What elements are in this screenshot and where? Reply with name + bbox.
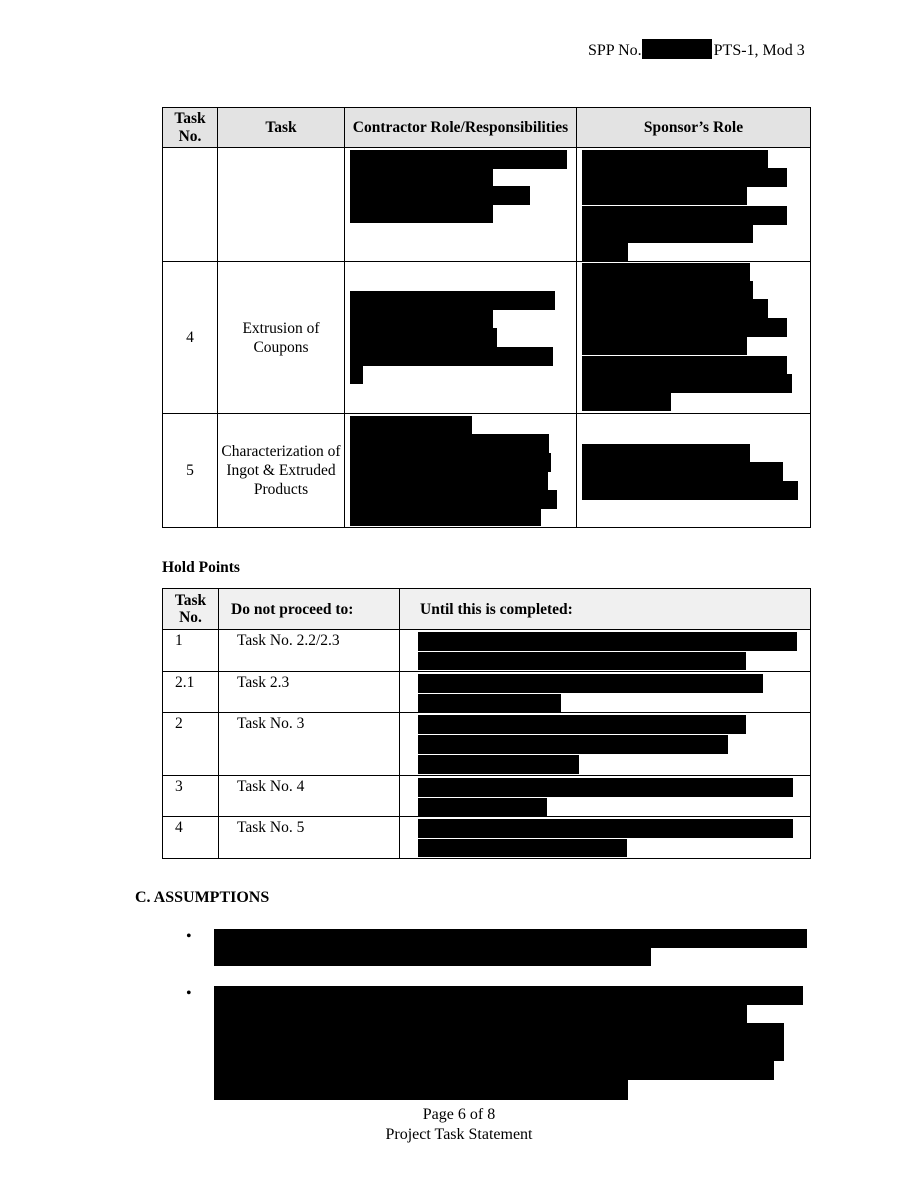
spp-suffix: PTS-1, Mod 3	[713, 42, 805, 59]
task-name-cell	[218, 148, 345, 262]
redaction-block	[350, 186, 530, 205]
cell-text: 1	[175, 632, 183, 649]
cell-text: Task No. 4	[237, 778, 305, 795]
redaction-block	[582, 462, 783, 481]
contractor-role-cell	[345, 414, 577, 528]
cell-text: Task 2.3	[237, 674, 290, 691]
redaction-block	[418, 632, 797, 651]
page-footer	[0, 1105, 918, 1145]
redaction-block	[350, 347, 553, 366]
redaction-block	[582, 374, 792, 393]
redaction-block	[582, 392, 671, 411]
redaction-block	[582, 444, 750, 463]
cell-text: Task No. 3	[237, 715, 305, 732]
redaction-block	[214, 929, 807, 948]
proceed-to-cell	[219, 776, 400, 817]
redaction-block	[350, 508, 541, 526]
task-no-cell	[163, 630, 219, 672]
proceed-to-cell	[219, 630, 400, 672]
redaction-block	[350, 434, 549, 453]
redaction-block	[418, 798, 547, 816]
redaction-block	[582, 336, 747, 355]
proceed-to-cell	[219, 817, 400, 859]
header-task-no: Task No.	[163, 108, 218, 148]
table-row	[163, 817, 811, 859]
redaction-block	[642, 39, 712, 59]
header-do-not-proceed: Do not proceed to:	[219, 589, 400, 630]
table-row	[163, 713, 811, 776]
table-row	[163, 262, 811, 414]
header-task-no: Task No.	[163, 589, 219, 630]
cell-text: 2	[175, 715, 183, 732]
proceed-to-cell	[219, 713, 400, 776]
sponsor-role-cell	[577, 262, 811, 414]
redaction-block	[418, 819, 793, 838]
redaction-block	[418, 652, 746, 670]
redaction-block	[350, 309, 493, 328]
completed-cell	[400, 776, 811, 817]
task-no-cell: 5	[163, 414, 218, 528]
header-sponsor-role: Sponsor’s Role	[577, 108, 811, 148]
redaction-block	[214, 1042, 784, 1061]
header-contractor-role: Contractor Role/Responsibilities	[345, 108, 577, 148]
task-no-cell	[163, 776, 219, 817]
hold-points-title: Hold Points	[162, 559, 240, 576]
redaction-block	[350, 416, 472, 435]
redaction-block	[350, 453, 551, 472]
task-name-cell: Characterization of Ingot & Extruded Products	[218, 414, 345, 528]
proceed-to-cell	[219, 672, 400, 713]
completed-cell	[400, 713, 811, 776]
redaction-block	[214, 1023, 784, 1042]
redaction-block	[582, 150, 768, 169]
redaction-block	[582, 263, 750, 282]
redaction-block	[582, 186, 747, 205]
completed-cell	[400, 672, 811, 713]
hold-points-table	[162, 588, 811, 859]
table-header-row	[163, 589, 811, 630]
redaction-block	[350, 150, 567, 169]
page-number: Page 6 of 8	[422, 1106, 496, 1123]
bullet: •	[186, 928, 192, 945]
redaction-block	[350, 365, 363, 384]
task-no-cell	[163, 713, 219, 776]
table-row	[163, 672, 811, 713]
redaction-block	[582, 281, 753, 300]
redaction-block	[214, 947, 651, 966]
cell-text: Task No. 5	[237, 819, 305, 836]
bullet: •	[186, 985, 192, 1002]
redaction-block	[418, 755, 579, 774]
redaction-block	[350, 328, 497, 347]
contractor-role-cell	[345, 148, 577, 262]
completed-cell	[400, 630, 811, 672]
table-header-row	[163, 108, 811, 148]
table-row	[163, 414, 811, 528]
task-no-cell	[163, 817, 219, 859]
redaction-block	[418, 778, 793, 797]
document-title: Project Task Statement	[385, 1126, 533, 1143]
task-no-cell	[163, 148, 218, 262]
redaction-block	[582, 481, 798, 500]
redaction-block	[350, 168, 493, 187]
redaction-block	[582, 356, 787, 375]
redaction-block	[350, 472, 548, 491]
table-row	[163, 630, 811, 672]
redaction-block	[350, 490, 557, 509]
contractor-role-cell	[345, 262, 577, 414]
cell-text: 4	[175, 819, 183, 836]
cell-text: Task No. 2.2/2.3	[237, 632, 340, 649]
redaction-block	[418, 839, 627, 857]
header-until-completed: Until this is completed:	[400, 589, 811, 630]
header-task: Task	[218, 108, 345, 148]
redaction-block	[418, 674, 763, 693]
redaction-block	[214, 1061, 774, 1080]
assumptions-heading: C. ASSUMPTIONS	[135, 889, 270, 906]
redaction-block	[214, 986, 803, 1005]
redaction-block	[214, 1004, 747, 1023]
completed-cell	[400, 817, 811, 859]
redaction-block	[418, 694, 561, 712]
tasks-table	[162, 107, 811, 528]
task-no-cell: 4	[163, 262, 218, 414]
redaction-block	[582, 242, 628, 261]
page-header	[588, 39, 805, 60]
sponsor-role-cell	[577, 414, 811, 528]
task-no-cell	[163, 672, 219, 713]
spp-prefix: SPP No.	[588, 42, 642, 59]
task-name-cell: Extrusion of Coupons	[218, 262, 345, 414]
redaction-block	[214, 1080, 628, 1100]
sponsor-role-cell	[577, 148, 811, 262]
redaction-block	[582, 318, 787, 337]
redaction-block	[418, 715, 746, 734]
redaction-block	[582, 224, 753, 243]
cell-text: 3	[175, 778, 183, 795]
table-row	[163, 148, 811, 262]
table-row	[163, 776, 811, 817]
redaction-block	[418, 735, 728, 754]
redaction-block	[350, 204, 493, 223]
redaction-block	[582, 168, 787, 187]
redaction-block	[582, 206, 787, 225]
cell-text: 2.1	[175, 674, 195, 691]
redaction-block	[582, 299, 768, 318]
redaction-block	[350, 291, 555, 310]
